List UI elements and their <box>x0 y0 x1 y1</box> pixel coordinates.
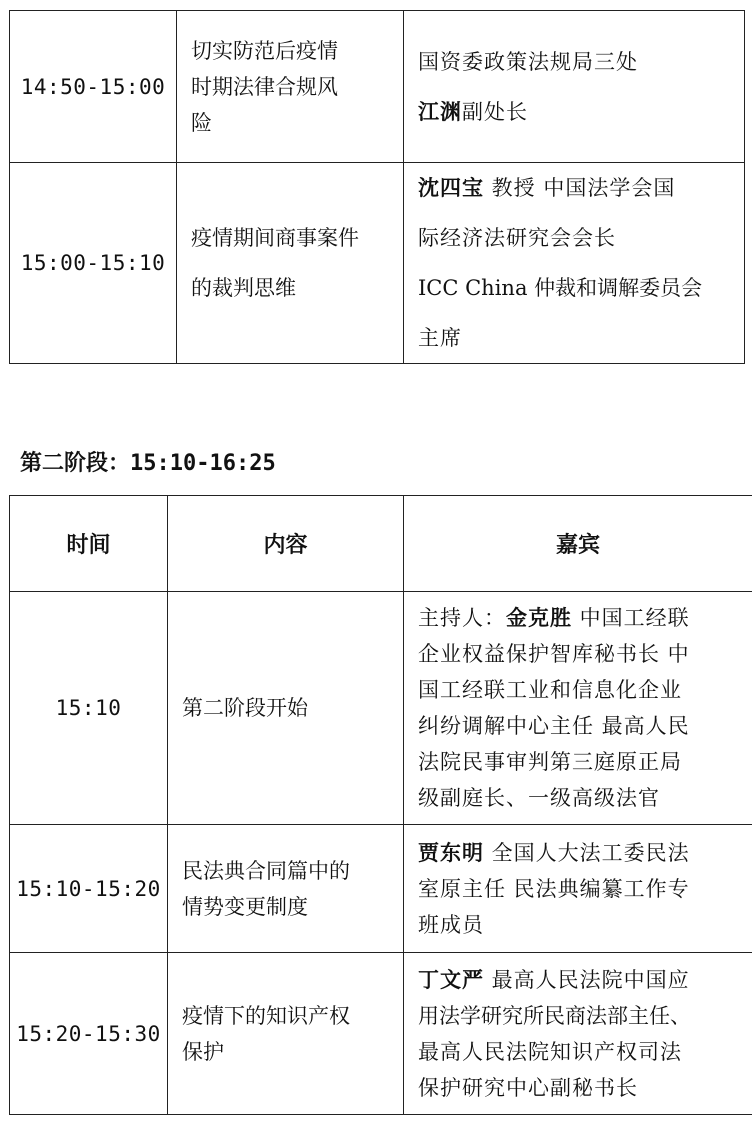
guest-name: 江渊 <box>418 99 462 124</box>
table-row <box>10 953 752 1115</box>
stage2-heading <box>20 446 276 477</box>
table-header-row <box>10 496 752 592</box>
guest-line: 级副庭长、一级高级法官 <box>418 786 660 810</box>
content-cell <box>168 825 404 953</box>
time-cell: 15:20-15:30 <box>10 953 168 1115</box>
content-cell <box>177 163 404 364</box>
content-line: 情势变更制度 <box>182 894 308 919</box>
table-row <box>10 11 745 163</box>
guest-line: 法院民事审判第三庭原正局 <box>418 750 682 774</box>
guest-cell <box>404 11 745 163</box>
guest-name: 丁文严 <box>418 967 484 992</box>
guest-line: 国资委政策法规局三处 <box>418 49 638 74</box>
header-time: 时间 <box>10 496 168 592</box>
guest-line: 企业权益保护智库秘书长 中 <box>418 642 690 666</box>
content-line: 民法典合同篇中的 <box>182 858 350 883</box>
guest-line: 主持人：金克胜 中国工经联 <box>418 606 690 630</box>
guest-name: 沈四宝 <box>418 176 484 200</box>
stage2-heading-label: 第二阶段： <box>20 451 131 476</box>
guest-line: 班成员 <box>418 912 484 937</box>
guest-line: 用法学研究所民商法部主任、 <box>418 1003 691 1028</box>
guest-cell <box>404 953 752 1115</box>
time-cell: 15:10 <box>10 592 168 825</box>
guest-line: 沈四宝 教授 中国法学会国 <box>418 176 676 200</box>
guest-line: 国工经联工业和信息化企业 <box>418 678 682 702</box>
content-line: 时期法律合规风 <box>191 74 338 99</box>
stage2-schedule-table <box>9 495 752 1115</box>
guest-line: 纠纷调解中心主任 最高人民 <box>418 714 690 738</box>
content-line: 疫情下的知识产权 <box>182 1003 350 1028</box>
guest-line: 贾东明 全国人大法工委民法 <box>418 840 690 865</box>
stage1-schedule-table <box>9 10 745 364</box>
time-cell: 14:50-15:00 <box>10 11 177 163</box>
guest-cell <box>404 825 752 953</box>
content-line: 险 <box>191 110 212 135</box>
time-cell: 15:00-15:10 <box>10 163 177 364</box>
time-cell: 15:10-15:20 <box>10 825 168 953</box>
content-line: 疫情期间商事案件 <box>191 226 359 250</box>
content-cell <box>177 11 404 163</box>
guest-line: 丁文严 最高人民法院中国应 <box>418 967 690 992</box>
table-row <box>10 163 745 364</box>
table-row <box>10 592 752 825</box>
content-line: 第二阶段开始 <box>182 696 308 720</box>
guest-line: 际经济法研究会会长 <box>418 226 616 250</box>
header-guest: 嘉宾 <box>404 496 752 592</box>
content-line: 的裁判思维 <box>191 276 296 300</box>
header-content: 内容 <box>168 496 404 592</box>
guest-line: 主席 <box>418 326 462 350</box>
content-cell <box>168 592 404 825</box>
guest-line: 保护研究中心副秘书长 <box>418 1075 638 1100</box>
guest-cell <box>404 592 752 825</box>
content-cell <box>168 953 404 1115</box>
guest-line: ICC China 仲裁和调解委员会 <box>418 276 703 300</box>
stage2-heading-time: 15:10-16:25 <box>130 451 276 476</box>
table-row <box>10 825 752 953</box>
guest-line: 江渊副处长 <box>418 99 528 124</box>
guest-cell <box>404 163 745 364</box>
content-line: 切实防范后疫情 <box>191 38 338 63</box>
guest-name: 金克胜 <box>506 606 572 630</box>
guest-line: 室原主任 民法典编纂工作专 <box>418 876 690 901</box>
content-line: 保护 <box>182 1039 224 1064</box>
guest-name: 贾东明 <box>418 840 484 865</box>
guest-line: 最高人民法院知识产权司法 <box>418 1039 682 1064</box>
